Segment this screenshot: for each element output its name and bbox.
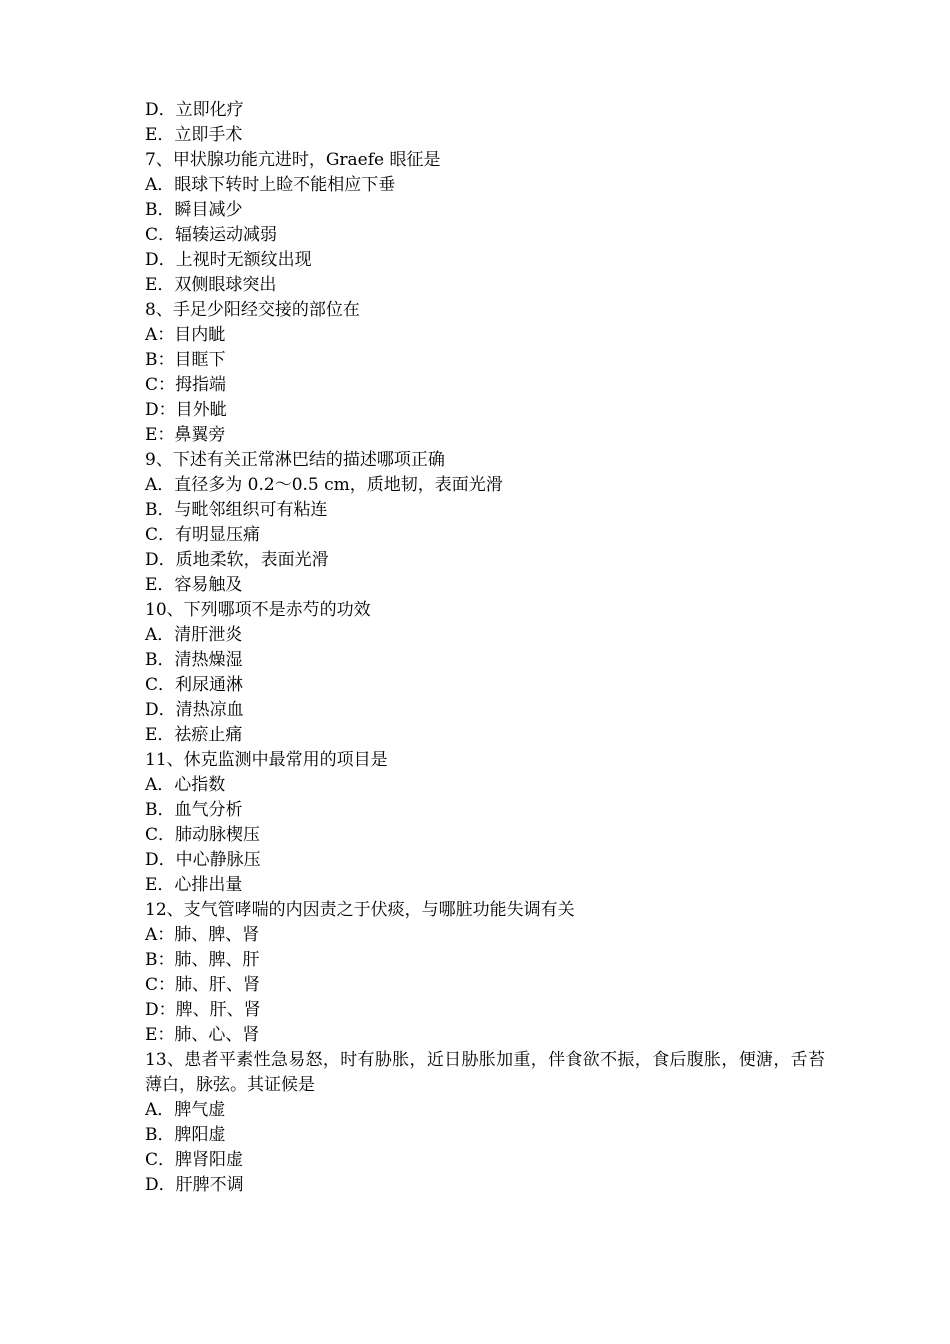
answer-option: C．辐辏运动减弱	[145, 225, 278, 245]
answer-option: C：肺、肝、肾	[145, 975, 261, 995]
answer-option: B．与毗邻组织可有粘连	[145, 500, 328, 520]
answer-option: D：脾、肝、肾	[145, 1000, 261, 1020]
answer-option: C．肺动脉楔压	[145, 825, 261, 845]
question-stem: 7、甲状腺功能亢进时，Graefe 眼征是	[145, 150, 441, 170]
answer-option: D：目外眦	[145, 400, 227, 420]
question-stem: 8、手足少阳经交接的部位在	[145, 300, 360, 320]
answer-option: E．心排出量	[145, 875, 243, 895]
answer-option: B．脾阳虚	[145, 1125, 226, 1145]
answer-option: D．上视时无额纹出现	[145, 250, 312, 270]
answer-option: A．心指数	[145, 775, 226, 795]
answer-option: D．质地柔软，表面光滑	[145, 550, 329, 570]
answer-option: E：鼻翼旁	[145, 425, 226, 445]
answer-option: A：肺、脾、肾	[145, 925, 260, 945]
question-stem: 12、支气管哮喘的内因责之于伏痰，与哪脏功能失调有关	[145, 900, 575, 920]
answer-option: A：目内眦	[145, 325, 226, 345]
answer-option: E：肺、心、肾	[145, 1025, 260, 1045]
answer-option: E．双侧眼球突出	[145, 275, 277, 295]
answer-option: A．脾气虚	[145, 1100, 226, 1120]
answer-option: C．有明显压痛	[145, 525, 261, 545]
answer-option: D．中心静脉压	[145, 850, 261, 870]
answer-option: A．眼球下转时上睑不能相应下垂	[145, 175, 396, 195]
question-stem: 11、休克监测中最常用的项目是	[145, 750, 388, 770]
answer-option: B．血气分析	[145, 800, 243, 820]
answer-option: A．清肝泄炎	[145, 625, 243, 645]
answer-option: D．立即化疗	[145, 100, 244, 120]
answer-option: C．脾肾阳虚	[145, 1150, 244, 1170]
answer-option: B：肺、脾、肝	[145, 950, 260, 970]
answer-option: E．祛瘀止痛	[145, 725, 243, 745]
question-stem: 10、下列哪项不是赤芍的功效	[145, 600, 371, 620]
answer-option: E．容易触及	[145, 575, 243, 595]
answer-option: D．清热凉血	[145, 700, 244, 720]
answer-option: E．立即手术	[145, 125, 243, 145]
question-stem: 9、下述有关正常淋巴结的描述哪项正确	[145, 450, 445, 470]
answer-option: A．直径多为 0.2～0.5 cm，质地韧，表面光滑	[145, 475, 503, 495]
answer-option: B．清热燥湿	[145, 650, 243, 670]
answer-option: B：目眶下	[145, 350, 226, 370]
answer-option: D．肝脾不调	[145, 1175, 244, 1195]
answer-option: C．利尿通淋	[145, 675, 244, 695]
answer-option: B．瞬目减少	[145, 200, 243, 220]
question-list	[145, 98, 825, 1198]
answer-option: C：拇指端	[145, 375, 227, 395]
question-stem: 13、患者平素性急易怒，时有胁胀，近日胁胀加重，伴食欲不振，食后腹胀，便溏，舌苔薄白，脉弦。其证候是	[145, 1050, 825, 1095]
